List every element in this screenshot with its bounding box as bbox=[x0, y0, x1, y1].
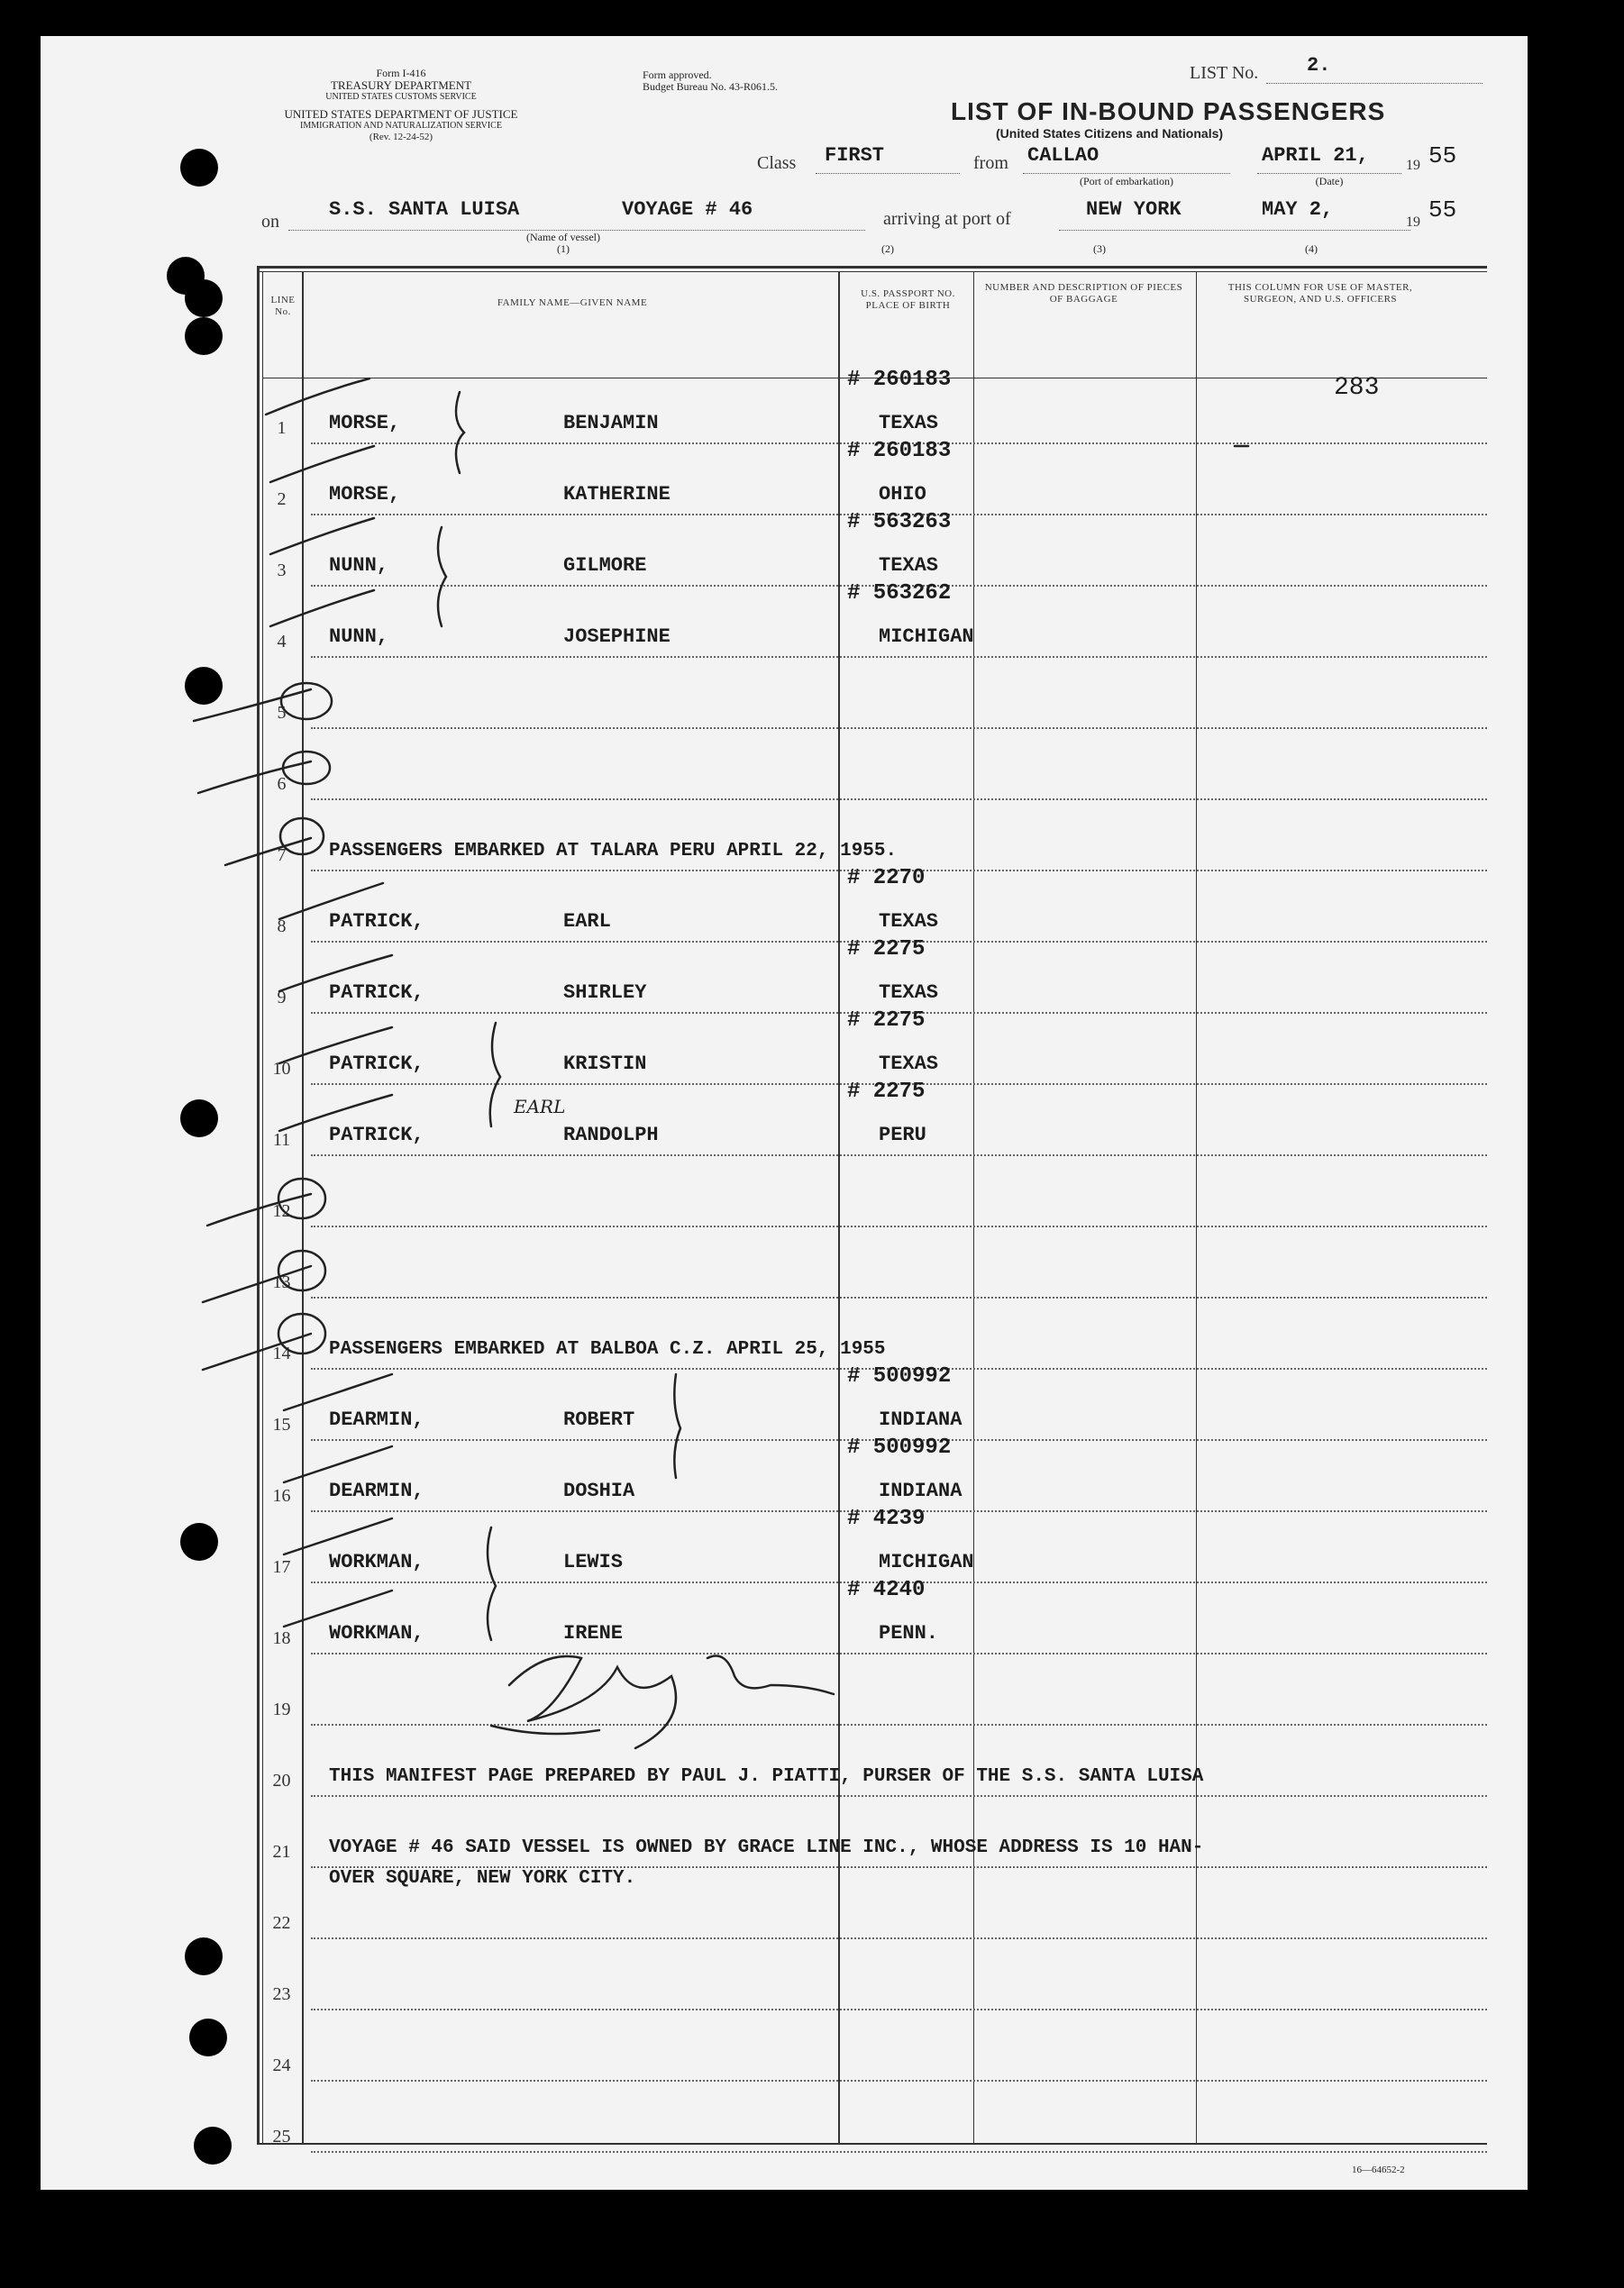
signature bbox=[491, 1656, 834, 1749]
given-name: BENJAMIN bbox=[563, 412, 659, 434]
given-name: RANDOLPH bbox=[563, 1124, 659, 1146]
form-number: Form I-416 bbox=[376, 67, 426, 79]
caption-1: (1) bbox=[557, 242, 570, 255]
line-number: 7 bbox=[277, 845, 287, 865]
class-label: Class bbox=[757, 153, 797, 173]
line-number: 6 bbox=[277, 774, 287, 794]
passport-number: # 2270 bbox=[847, 866, 926, 890]
given-name: GILMORE bbox=[563, 554, 647, 577]
place-of-birth: PERU bbox=[879, 1124, 926, 1146]
line-number: 20 bbox=[272, 1771, 291, 1791]
handwritten-earl: EARL bbox=[514, 1096, 566, 1117]
given-name: KATHERINE bbox=[563, 483, 671, 506]
check-mark bbox=[284, 1591, 392, 1627]
place-of-birth: INDIANA bbox=[879, 1480, 963, 1502]
given-name: JOSEPHINE bbox=[563, 625, 671, 648]
circle-mark bbox=[278, 1314, 325, 1354]
check-mark bbox=[270, 446, 374, 482]
place-of-birth: TEXAS bbox=[879, 910, 939, 933]
line-number: 24 bbox=[272, 2056, 291, 2075]
place-of-birth: INDIANA bbox=[879, 1408, 963, 1431]
date-value: APRIL 21, bbox=[1262, 144, 1369, 167]
line-number: 11 bbox=[272, 1130, 291, 1150]
check-mark bbox=[284, 1374, 392, 1410]
line-number: 14 bbox=[272, 1344, 291, 1363]
check-mark bbox=[279, 883, 383, 919]
line-number: 13 bbox=[272, 1272, 291, 1292]
place-of-birth: TEXAS bbox=[879, 412, 939, 434]
family-name: MORSE, bbox=[329, 412, 401, 434]
check-mark bbox=[279, 1095, 392, 1131]
section-text: PASSENGERS EMBARKED AT TALARA PERU APRIL 22, 1955. bbox=[329, 841, 898, 861]
budget-bureau-label: Budget Bureau No. 43-R061.5. bbox=[643, 80, 778, 93]
family-name: PATRICK, bbox=[329, 1053, 424, 1075]
caption-4: (4) bbox=[1305, 242, 1318, 255]
col-line-no: LINE No. bbox=[270, 295, 296, 317]
given-name: DOSHIA bbox=[563, 1480, 635, 1502]
passport-number: # 500992 bbox=[847, 1436, 952, 1460]
footer-code: 16—64652-2 bbox=[1352, 2165, 1405, 2175]
given-name: SHIRLEY bbox=[563, 981, 647, 1004]
passport-number: # 4239 bbox=[847, 1507, 926, 1531]
circle-mark bbox=[278, 1179, 325, 1218]
ins-label: IMMIGRATION AND NATURALIZATION SERVICE bbox=[300, 121, 502, 131]
passport-number: # 4240 bbox=[847, 1578, 926, 1602]
line-number: 22 bbox=[272, 1913, 291, 1933]
arrival-date: MAY 2, bbox=[1262, 198, 1334, 221]
line-number: 5 bbox=[277, 703, 287, 723]
family-name: PATRICK, bbox=[329, 1124, 424, 1146]
passport-number: # 2275 bbox=[847, 1080, 926, 1104]
place-of-birth: OHIO bbox=[879, 483, 926, 506]
section-text: OVER SQUARE, NEW YORK CITY. bbox=[329, 1868, 636, 1889]
circle-mark bbox=[278, 1251, 325, 1290]
from-value: CALLAO bbox=[1027, 144, 1099, 167]
from-label: from bbox=[973, 153, 1008, 173]
justice-label: UNITED STATES DEPARTMENT OF JUSTICE bbox=[284, 107, 518, 121]
arrival-year-prefix: 19 bbox=[1406, 214, 1420, 230]
line-number: 19 bbox=[272, 1700, 291, 1719]
line-number: 25 bbox=[272, 2127, 291, 2147]
arrival-port: NEW YORK bbox=[1086, 198, 1182, 221]
manifest-sheet bbox=[41, 36, 1528, 2190]
line-number: 15 bbox=[272, 1415, 291, 1435]
port-embark-caption: (Port of embarkation) bbox=[1080, 175, 1173, 187]
page-subtitle: (United States Citizens and Nationals) bbox=[996, 126, 1224, 141]
given-name: IRENE bbox=[563, 1622, 624, 1645]
col-officers: THIS COLUMN FOR USE OF MASTER, SURGEON, AND U.S. OFFICERS bbox=[1227, 282, 1413, 305]
form-approved-label: Form approved. bbox=[643, 68, 712, 81]
given-name: LEWIS bbox=[563, 1551, 624, 1573]
line-number: 12 bbox=[272, 1201, 291, 1221]
arrival-year-suffix: 55 bbox=[1428, 196, 1457, 223]
line-number: 2 bbox=[277, 489, 287, 509]
place-of-birth: TEXAS bbox=[879, 554, 939, 577]
place-of-birth: MICHIGAN bbox=[879, 1551, 974, 1573]
passport-number: # 260183 bbox=[847, 439, 952, 463]
list-no-value: 2. bbox=[1307, 54, 1331, 77]
circle-mark bbox=[283, 752, 330, 784]
page-title: LIST OF IN-BOUND PASSENGERS bbox=[951, 97, 1386, 125]
line-number: 9 bbox=[277, 988, 287, 1007]
line-number: 8 bbox=[277, 916, 287, 936]
check-mark bbox=[266, 378, 370, 415]
check-mark bbox=[279, 955, 392, 991]
family-name: NUNN, bbox=[329, 625, 389, 648]
list-no-label: LIST No. bbox=[1190, 63, 1259, 83]
line-number: 16 bbox=[272, 1486, 291, 1506]
family-name: MORSE, bbox=[329, 483, 401, 506]
passport-number: # 563262 bbox=[847, 581, 952, 606]
check-mark bbox=[207, 1194, 311, 1226]
voyage-number: VOYAGE # 46 bbox=[622, 198, 753, 221]
revision-label: (Rev. 12-24-52) bbox=[369, 132, 433, 142]
brace-mark bbox=[488, 1527, 496, 1640]
section-text: VOYAGE # 46 SAID VESSEL IS OWNED BY GRACE LINE INC., WHOSE ADDRESS IS 10 HAN- bbox=[329, 1837, 1204, 1858]
check-mark bbox=[279, 1027, 392, 1063]
given-name: ROBERT bbox=[563, 1408, 635, 1431]
col-baggage: NUMBER AND DESCRIPTION OF PIECES OF BAGGAGE bbox=[984, 282, 1183, 305]
given-name: EARL bbox=[563, 910, 611, 933]
line-number: 18 bbox=[272, 1628, 291, 1648]
place-of-birth: MICHIGAN bbox=[879, 625, 974, 648]
date-caption: (Date) bbox=[1315, 175, 1344, 187]
passport-number: # 563263 bbox=[847, 510, 952, 534]
brace-mark bbox=[438, 527, 446, 626]
section-text: THIS MANIFEST PAGE PREPARED BY PAUL J. PIATTI, PURSER OF THE S.S. SANTA LUISA bbox=[329, 1766, 1204, 1787]
check-mark bbox=[203, 1266, 311, 1302]
check-mark bbox=[284, 1518, 392, 1554]
caption-3: (3) bbox=[1093, 242, 1106, 255]
officer-note: 283 bbox=[1334, 374, 1380, 402]
line-number: 3 bbox=[277, 561, 287, 580]
passport-number: # 260183 bbox=[847, 368, 952, 392]
handwriting-marks bbox=[41, 36, 1528, 2190]
treasury-label: TREASURY DEPARTMENT bbox=[330, 78, 472, 92]
passport-number: # 500992 bbox=[847, 1364, 952, 1389]
arriving-label: arriving at port of bbox=[883, 209, 1011, 229]
line-number: 17 bbox=[272, 1557, 291, 1577]
check-mark bbox=[225, 838, 311, 865]
check-mark bbox=[284, 1446, 392, 1482]
family-name: WORKMAN, bbox=[329, 1622, 424, 1645]
place-of-birth: TEXAS bbox=[879, 981, 939, 1004]
brace-mark bbox=[456, 392, 464, 473]
vessel-caption: (Name of vessel) bbox=[526, 231, 600, 243]
check-mark bbox=[270, 518, 374, 554]
family-name: WORKMAN, bbox=[329, 1551, 424, 1573]
place-of-birth: PENN. bbox=[879, 1622, 939, 1645]
given-name: KRISTIN bbox=[563, 1053, 647, 1075]
vessel-name: S.S. SANTA LUISA bbox=[329, 198, 520, 221]
family-name: DEARMIN, bbox=[329, 1480, 424, 1502]
family-name: PATRICK, bbox=[329, 981, 424, 1004]
class-value: FIRST bbox=[825, 144, 885, 167]
line-number: 1 bbox=[277, 418, 287, 438]
col-passport: U.S. PASSPORT NO. PLACE OF BIRTH bbox=[861, 288, 955, 311]
circle-mark bbox=[280, 818, 324, 854]
brace-mark bbox=[674, 1374, 680, 1478]
circle-mark bbox=[281, 683, 332, 719]
family-name: PATRICK, bbox=[329, 910, 424, 933]
brace-mark bbox=[490, 1023, 500, 1126]
caption-2: (2) bbox=[881, 242, 894, 255]
col-family-name: FAMILY NAME—GIVEN NAME bbox=[497, 297, 648, 308]
year-suffix: 55 bbox=[1428, 142, 1457, 169]
section-text: PASSENGERS EMBARKED AT BALBOA C.Z. APRIL 25, 1955 bbox=[329, 1339, 886, 1360]
passport-number: # 2275 bbox=[847, 1008, 926, 1033]
line-number: 21 bbox=[272, 1842, 291, 1862]
check-mark bbox=[270, 590, 374, 626]
year-prefix: 19 bbox=[1406, 158, 1420, 173]
line-number: 10 bbox=[272, 1059, 291, 1079]
place-of-birth: TEXAS bbox=[879, 1053, 939, 1075]
family-name: DEARMIN, bbox=[329, 1408, 424, 1431]
customs-label: UNITED STATES CUSTOMS SERVICE bbox=[325, 92, 477, 102]
line-number: 4 bbox=[277, 632, 287, 652]
line-number: 23 bbox=[272, 1984, 291, 2004]
on-label: on bbox=[261, 212, 279, 232]
check-mark bbox=[198, 761, 311, 793]
family-name: NUNN, bbox=[329, 554, 389, 577]
passport-number: # 2275 bbox=[847, 937, 926, 962]
